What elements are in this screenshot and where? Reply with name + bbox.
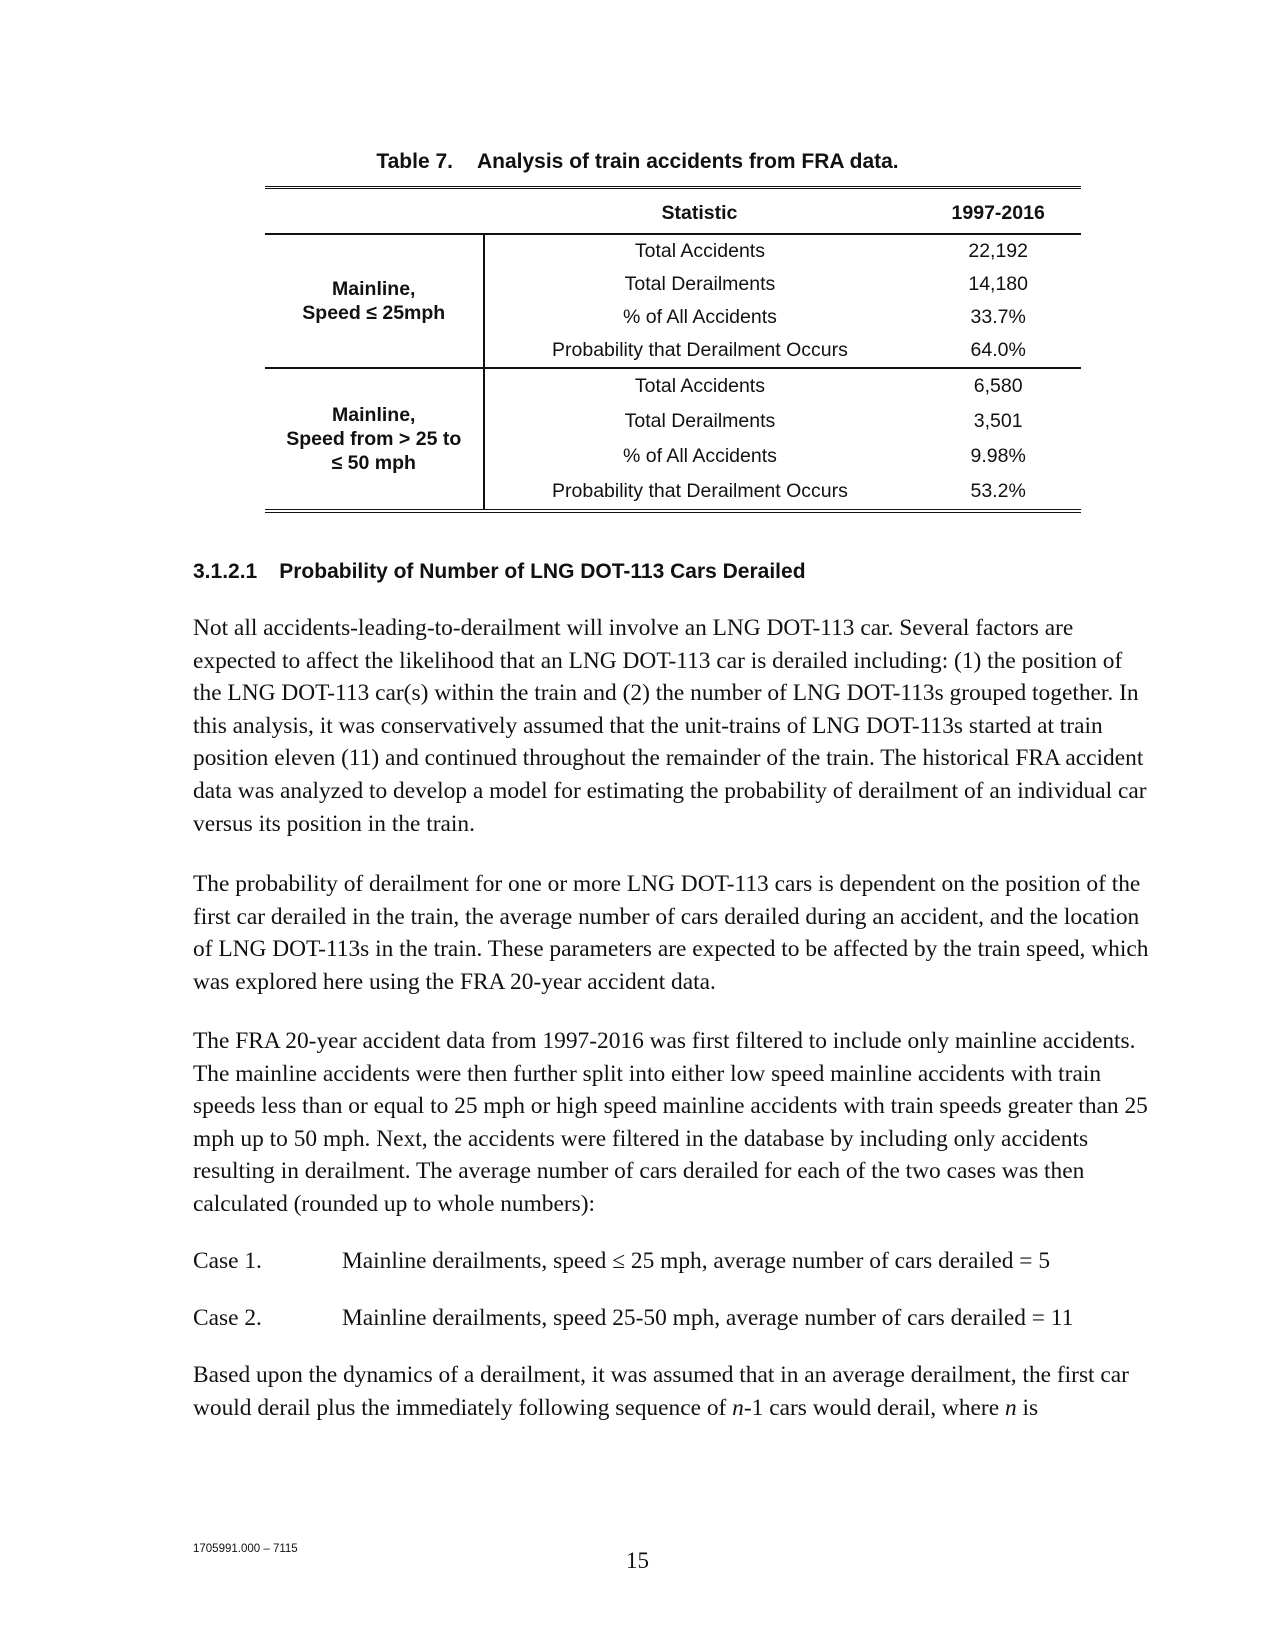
group-label-line: ≤ 50 mph: [331, 452, 416, 474]
group-label-line: Speed ≤ 25mph: [302, 302, 446, 324]
accident-statistics-table: [265, 186, 1081, 513]
case-text: Mainline derailments, speed ≤ 25 mph, average number of cars derailed = 5: [342, 1248, 1051, 1274]
value-cell: 64.0%: [915, 334, 1081, 368]
text-run: -1 cars would derail, where: [743, 1394, 1005, 1421]
value-cell: 3,501: [973, 410, 1023, 432]
group-label-low-speed: [265, 234, 484, 368]
statistic-cell: Probability that Derailment Occurs: [484, 334, 916, 368]
section-title: Probability of Number of LNG DOT-113 Cars Derailed: [279, 560, 806, 583]
group-label-line: Mainline,: [332, 404, 416, 426]
text-run: is: [1016, 1394, 1039, 1421]
group-label-line: Mainline,: [332, 278, 416, 300]
case-text: Mainline derailments, speed 25-50 mph, average number of cars derailed = 11: [342, 1305, 1074, 1331]
body-paragraph: The FRA 20-year accident data from 1997-2016 was first filtered to include only mainline accidents. The mainline accidents were then further split into either low speed mainline accidents with train speeds less than or equal to 25 mph or high speed mainline accidents with train speeds greater than 25 mph up to 50 mph. Next, the accidents were filtered in the database by including only accidents resulting in derailment. The average number of cars derailed for each of the two cases was then calculated (rounded up to whole numbers):: [193, 1028, 1148, 1217]
table-row: [265, 234, 1081, 268]
statistic-cell: % of All Accidents: [622, 306, 777, 328]
header-statistic: Statistic: [484, 189, 916, 234]
case-label: Case 2.: [193, 1305, 262, 1331]
value-cell: 9.98%: [970, 445, 1026, 467]
variable-n: n: [1004, 1394, 1017, 1421]
group-label-line: Speed from > 25 to: [286, 428, 462, 450]
statistic-cell: Total Derailments: [624, 273, 776, 295]
statistic-cell: Total Derailments: [624, 410, 776, 432]
document-id: 1705991.000 – 7115: [193, 1543, 298, 1555]
case-label: Case 1.: [193, 1248, 262, 1274]
variable-n: n: [732, 1394, 744, 1421]
case-item: [193, 1245, 1050, 1277]
header-period: 1997-2016: [915, 189, 1081, 234]
header-blank: [265, 189, 484, 234]
body-paragraph: The probability of derailment for one or more LNG DOT-113 cars is dependent on the position of the first car derailed in the train, the average number of cars derailed during an accident, and the location of LNG DOT-113s in the train. These parameters are expected to be affected by the train speed, which was explored here using the FRA 20-year accident data.: [193, 871, 1149, 995]
group-label-high-speed: [265, 368, 484, 511]
statistic-cell: Total Accidents: [634, 240, 765, 262]
value-cell: 6,580: [973, 375, 1023, 397]
table-caption-text: Analysis of train accidents from FRA data.: [476, 150, 899, 173]
page-number: 15: [626, 1548, 649, 1573]
section-number: 3.1.2.1: [193, 560, 258, 583]
value-cell: 22,192: [968, 240, 1028, 262]
table-caption: [0, 150, 1275, 174]
value-cell: 33.7%: [970, 306, 1026, 328]
value-cell: 53.2%: [915, 474, 1081, 511]
case-item: [193, 1302, 1073, 1334]
statistic-cell: Probability that Derailment Occurs: [484, 474, 916, 511]
table-caption-number: Table 7.: [376, 150, 453, 173]
text-run: Based upon the dynamics of a derailment, it was assumed that in an average derailment, the first car would derail plus the immediately following sequence of: [193, 1362, 1129, 1421]
body-paragraph: [193, 1359, 1153, 1424]
table-row: [265, 368, 1081, 404]
statistic-cell: % of All Accidents: [622, 445, 777, 467]
statistic-cell: Total Accidents: [634, 375, 765, 397]
section-heading: [193, 560, 806, 584]
body-paragraph: Not all accidents-leading-to-derailment will involve an LNG DOT-113 car. Several factors are expected to affect the likelihood that an LNG DOT-113 car is derailed including: (1) the position of the LNG DOT-113 car(s) within the train and (2) the number of LNG DOT-113s grouped together. In this analysis, it was conservatively assumed that the unit-trains of LNG DOT-113s started at train position eleven (11) and continued throughout the remainder of the train. The historical FRA accident data was analyzed to develop a model for estimating the probability of derailment of an individual car versus its position in the train.: [193, 615, 1147, 837]
value-cell: 14,180: [968, 273, 1028, 295]
